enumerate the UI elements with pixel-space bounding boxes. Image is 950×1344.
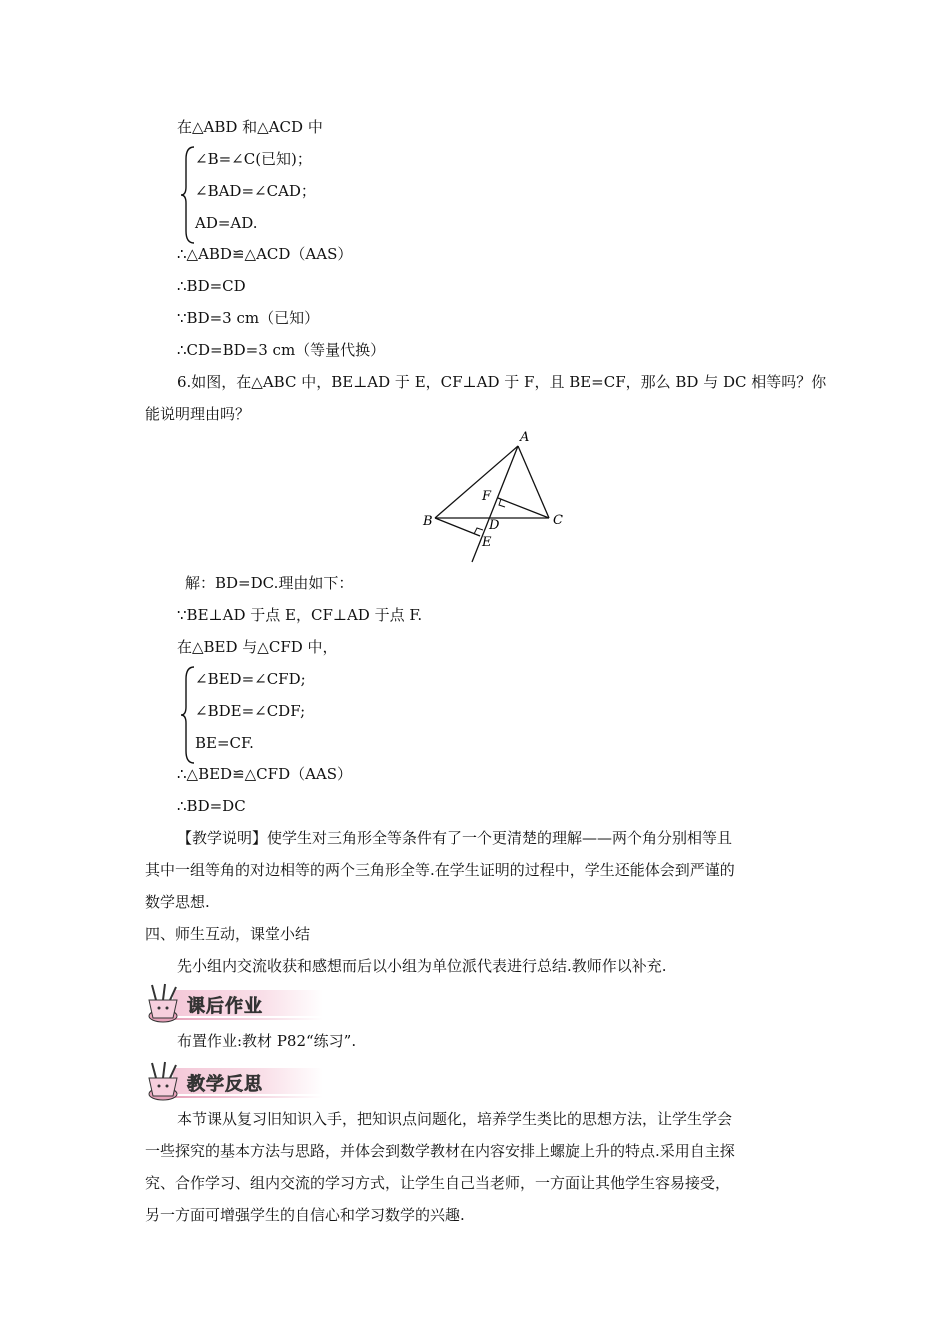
- label-c: C: [553, 513, 563, 528]
- proof1-step: ∴CD=BD=3 cm（等量代换）: [177, 341, 386, 359]
- triangle-figure: [415, 425, 575, 569]
- proof1-condition: ∠B=∠C(已知)；: [195, 150, 312, 168]
- solution6-intro: 解：BD=DC.理由如下：: [185, 574, 354, 592]
- teaching-note-line: 【教学说明】使学生对三角形全等条件有了一个更清楚的理解——两个角分别相等且: [177, 829, 733, 847]
- reflection-line: 究、合作学习、组内交流的学习方式，让学生自己当老师，一方面让其他学生容易接受，: [145, 1174, 731, 1192]
- triangle-diagram: [415, 425, 575, 565]
- problem6-line: 能说明理由吗？: [145, 405, 251, 423]
- reflection-line: 另一方面可增强学生的自信心和学习数学的兴趣.: [145, 1206, 465, 1224]
- homework-text: 布置作业:教材 P82“练习”.: [177, 1032, 357, 1050]
- reflection-line: 一些探究的基本方法与思路，并体会到数学教材在内容安排上螺旋上升的特点.采用自主探: [145, 1142, 735, 1160]
- solution6-step: ∴BD=DC: [177, 797, 246, 815]
- label-b: B: [423, 514, 433, 529]
- reflection-line: 本节课从复习旧知识入手，把知识点问题化，培养学生类比的思想方法，让学生学会: [177, 1110, 733, 1128]
- reflection-banner-ribbon: [173, 1068, 323, 1094]
- label-e: E: [482, 535, 492, 550]
- solution6-condition: ∠BDE=∠CDF;: [195, 702, 306, 720]
- solution6-in-triangles: 在△BED 与△CFD 中，: [177, 638, 338, 656]
- homework-banner-ribbon: [173, 990, 323, 1016]
- pencil-cup-icon: [143, 982, 185, 1024]
- proof1-step: ∵BD=3 cm（已知）: [177, 309, 320, 327]
- solution6-condition: ∠BED=∠CFD;: [195, 670, 306, 688]
- pencil-cup-icon: [143, 1060, 185, 1102]
- teaching-note-line: 其中一组等角的对边相等的两个三角形全等.在学生证明的过程中，学生还能体会到严谨的: [145, 861, 735, 879]
- solution6-step: ∴△BED≌△CFD（AAS）: [177, 765, 353, 783]
- label-f: F: [482, 489, 492, 504]
- proof1-intro: 在△ABD 和△ACD 中: [177, 118, 323, 136]
- teaching-note-line: 数学思想.: [145, 893, 210, 911]
- section4-heading: 四、师生互动，课堂小结: [145, 925, 311, 943]
- label-d: D: [489, 518, 500, 533]
- solution6-given: ∵BE⊥AD 于点 E，CF⊥AD 于点 F.: [177, 606, 423, 624]
- solution6-condition: BE=CF.: [195, 734, 254, 752]
- reflection-banner-title: 教学反思: [187, 1074, 263, 1095]
- problem6-line: 6.如图，在△ABC 中，BE⊥AD 于 E，CF⊥AD 于 F，且 BE=CF，那么 BD 与 DC 相等吗？你: [177, 373, 827, 391]
- proof1-step: ∴△ABD≌△ACD（AAS）: [177, 245, 353, 263]
- homework-banner-title: 课后作业: [187, 996, 263, 1017]
- proof1-condition: ∠BAD=∠CAD；: [195, 182, 316, 200]
- proof1-condition: AD=AD.: [195, 214, 258, 232]
- proof1-step: ∴BD=CD: [177, 277, 246, 295]
- label-a: A: [520, 430, 530, 445]
- section4-text: 先小组内交流收获和感想而后以小组为单位派代表进行总结.教师作以补充.: [177, 957, 667, 975]
